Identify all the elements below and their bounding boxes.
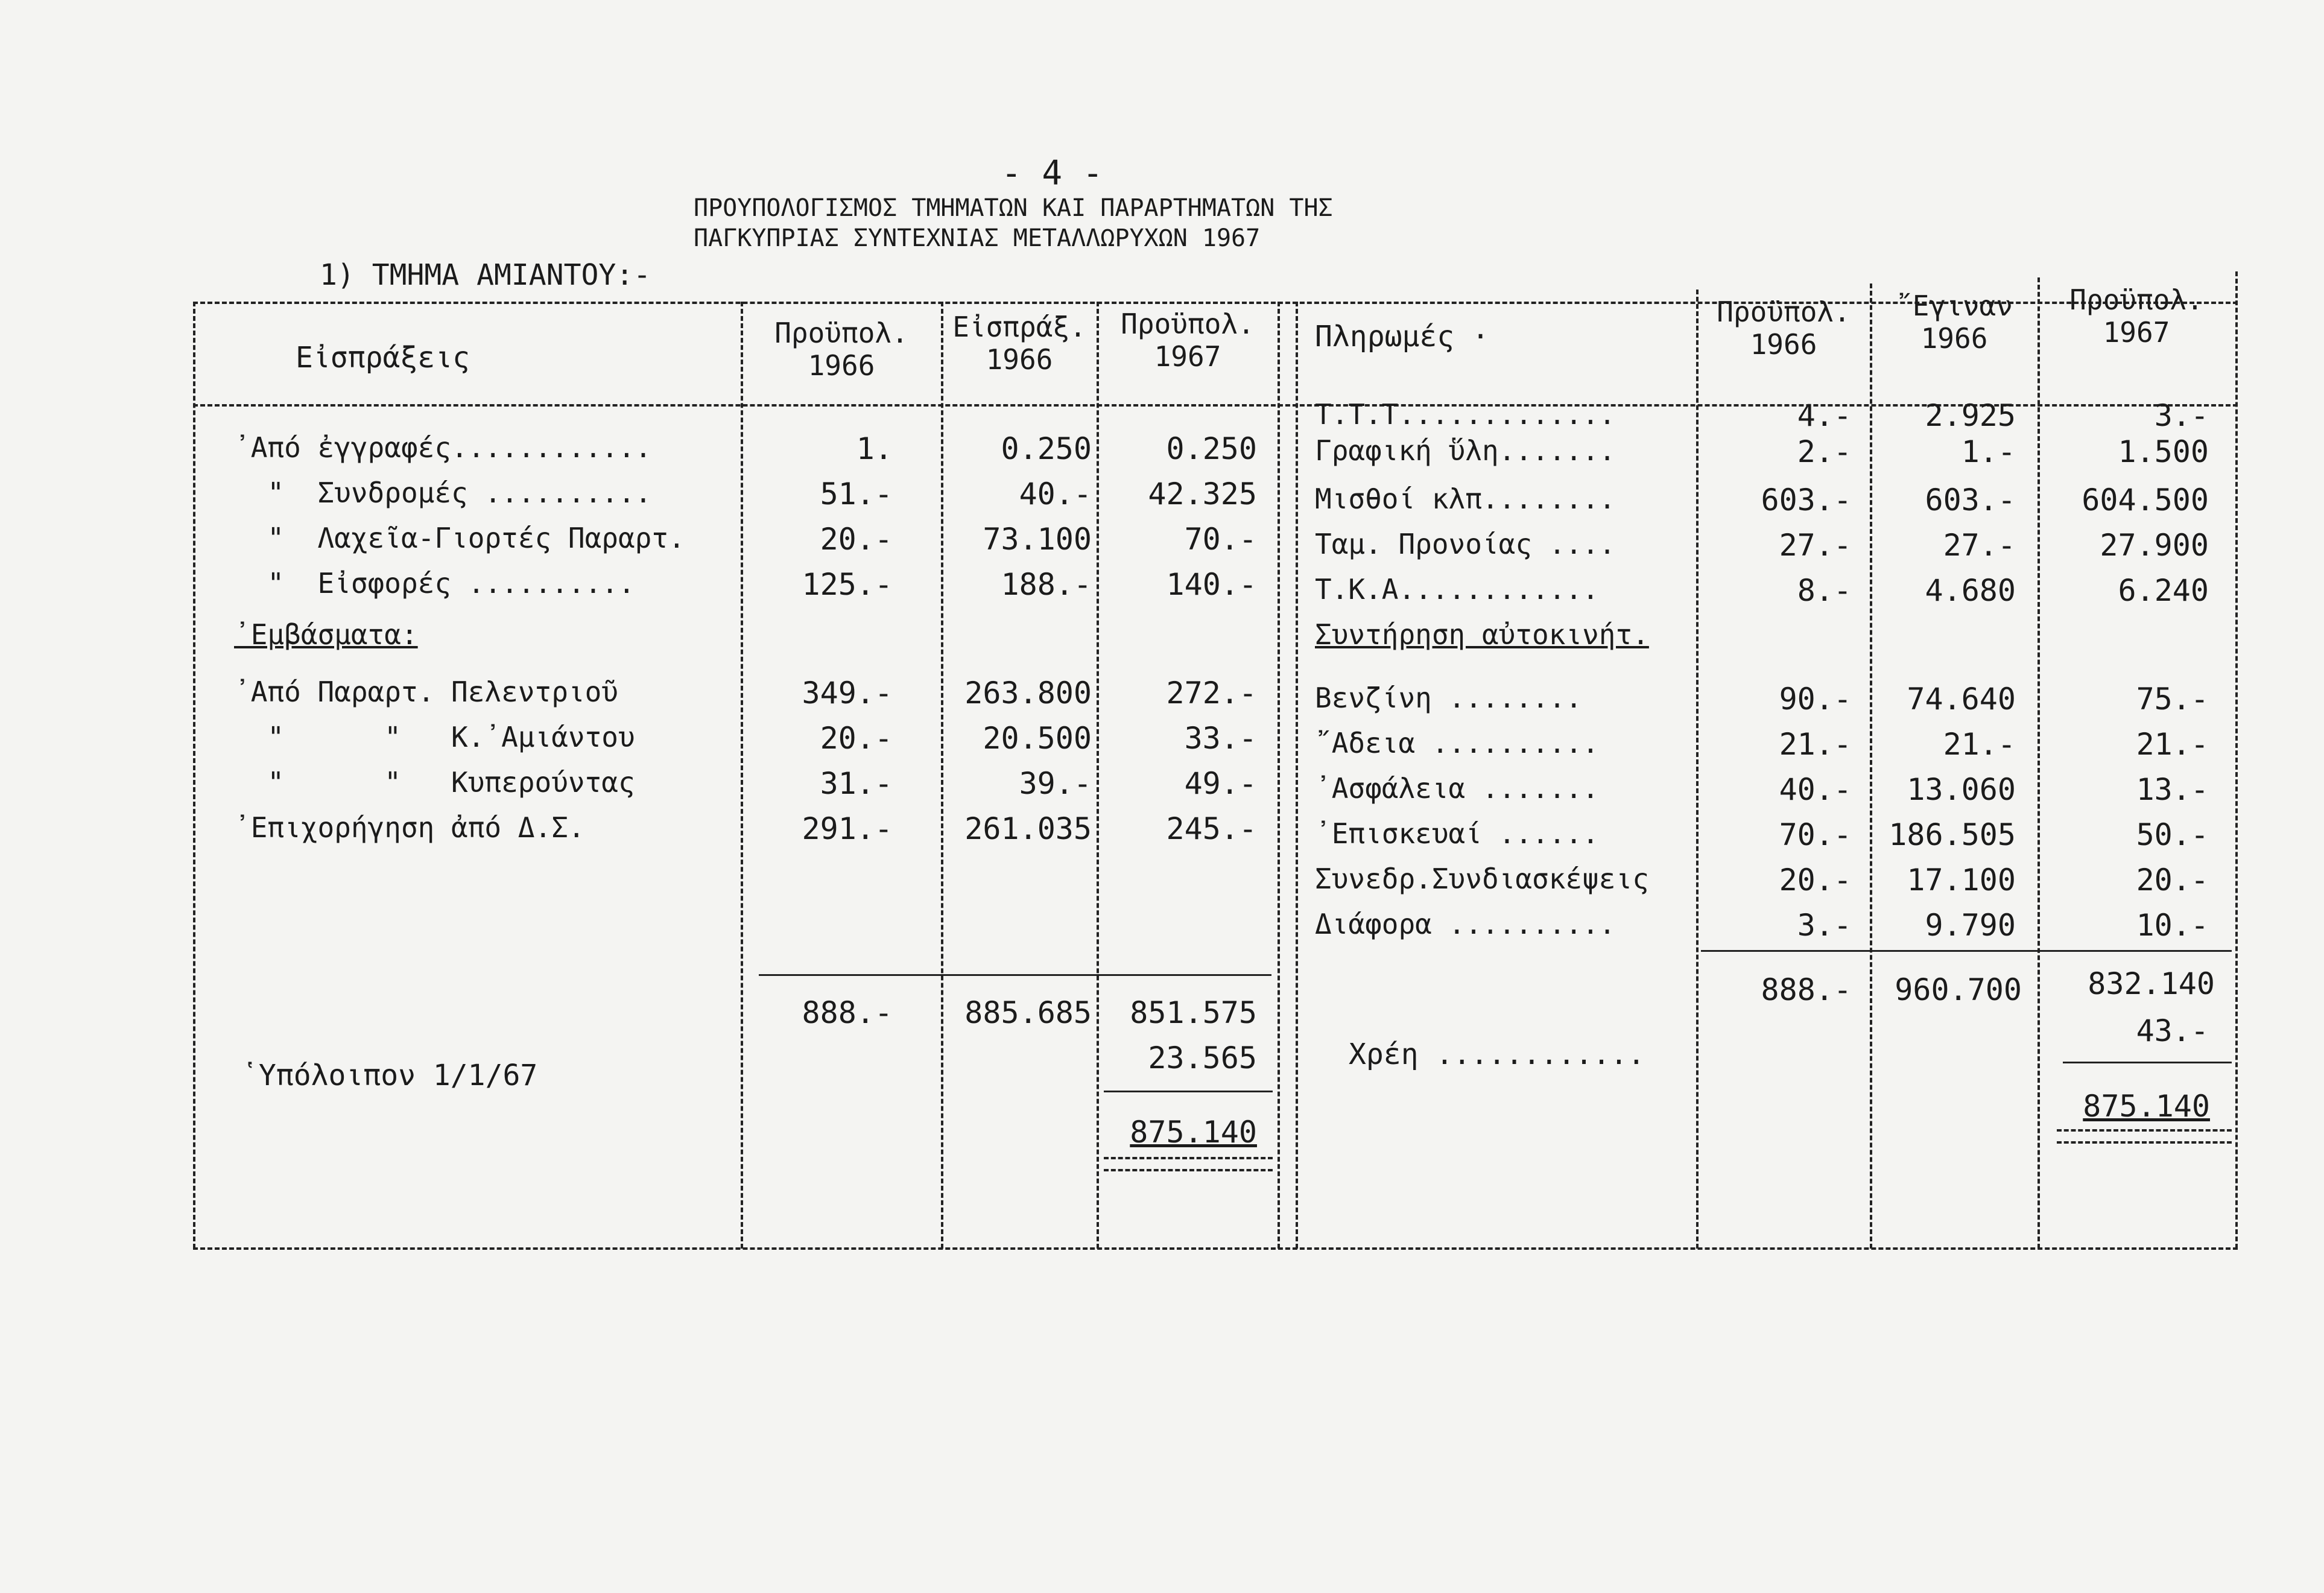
payments-total-col3: 832.140 (2088, 966, 2215, 1001)
receipts-row-label: ᾽Από Παραρτ. Πελεντριοῦ (234, 676, 618, 708)
payments-row-col2: 21.- (1943, 727, 2016, 762)
payments-debts-label: Χρέη ............ (1349, 1037, 1645, 1071)
payments-col1-divider (1696, 290, 1699, 1249)
page-number: - 4 - (1001, 154, 1103, 193)
receipts-header-col2: Εἰσπράξ. 1966 (952, 311, 1086, 376)
receipts-balance-value: 23.565 (1148, 1040, 1257, 1075)
payments-debts-rule (2063, 1062, 2232, 1063)
receipts-row-col1: 1. (856, 431, 893, 466)
payments-row-col1: 2.- (1797, 434, 1852, 469)
payments-row-col1: 603.- (1761, 483, 1852, 518)
receipts-row-col2: 263.800 (964, 676, 1092, 711)
payments-row-col1: 4.- (1797, 398, 1852, 433)
document-title-line1: ΠΡΟΥΠΟΛΟΓΙΣΜΟΣ ΤΜΗΜΑΤΩΝ ΚΑΙ ΠΑΡΑΡΤΗΜΑΤΩΝ ΤΗΣ (694, 194, 1333, 222)
receipts-row-label: " Λαχεῖα-Γιορτές Παραρτ. (234, 522, 685, 554)
receipts-row-col3: 70.- (1184, 522, 1257, 557)
receipts-row-col3: 42.325 (1148, 477, 1257, 511)
payments-row-col1: 21.- (1779, 727, 1852, 762)
payments-grand-total-rule-1 (2057, 1129, 2232, 1132)
payments-row-label: ᾽Επισκευαί ...... (1315, 817, 1599, 850)
receipts-row-col2: 40.- (1019, 477, 1092, 511)
payments-total-col1: 888.- (1761, 972, 1852, 1007)
payments-row-label: Βενζίνη ........ (1315, 682, 1583, 714)
receipts-row-col3: 245.- (1166, 811, 1257, 846)
receipts-grand-total-rule-2 (1104, 1169, 1273, 1171)
payments-row-col3: 20.- (2136, 863, 2209, 898)
receipts-total-col2: 885.685 (964, 995, 1092, 1030)
receipts-row-col2: 73.100 (983, 522, 1092, 557)
payments-row-col3: 3.- (2154, 398, 2209, 433)
receipts-row-col3: 272.- (1166, 676, 1257, 711)
payments-row-label: ῎Αδεια .......... (1315, 727, 1599, 759)
table-left-border (193, 302, 195, 1249)
receipts-grand-total: 875.140 (1130, 1115, 1257, 1150)
receipts-row-col1: 125.- (802, 567, 893, 602)
payments-header-col2: ῎Εγιναν 1966 (1896, 290, 2013, 355)
payments-row-label: ᾽Ασφάλεια ....... (1315, 772, 1599, 805)
receipts-row-label: ᾽Από ἐγγραφές............ (234, 431, 652, 464)
receipts-total-col1: 888.- (802, 995, 893, 1030)
receipts-row-col1: 291.- (802, 811, 893, 846)
payments-row-col2: 603.- (1925, 483, 2016, 518)
payments-row-col3: 21.- (2136, 727, 2209, 762)
payments-row-col1: 8.- (1797, 573, 1852, 608)
payments-row-col2: 1.- (1961, 434, 2016, 469)
payments-grand-total-rule-2 (2057, 1141, 2232, 1144)
payments-row-col2: 74.640 (1907, 682, 2016, 717)
receipts-row-col1: 51.- (820, 477, 893, 511)
receipts-row-col2: 0.250 (1001, 431, 1092, 466)
payments-row-label: Τ.Τ.Τ............. (1315, 398, 1616, 431)
receipts-row-col2: 20.500 (983, 721, 1092, 756)
payments-total-col2: 960.700 (1895, 972, 2022, 1007)
payments-row-col3: 604.500 (2082, 483, 2209, 518)
payments-row-col3: 50.- (2136, 817, 2209, 852)
payments-row-col3: 75.- (2136, 682, 2209, 717)
payments-row-col1: 27.- (1779, 528, 1852, 563)
receipts-row-col3: 140.- (1166, 567, 1257, 602)
payments-row-col2: 13.060 (1907, 772, 2016, 807)
document-title-line2: ΠΑΓΚΥΠΡΙΑΣ ΣΥΝΤΕΧΝΙΑΣ ΜΕΤΑΛΛΩΡΥΧΩΝ 1967 (694, 224, 1261, 252)
payments-row-label: Τ.Κ.Α............ (1315, 573, 1599, 606)
payments-grand-total: 875.140 (2083, 1089, 2210, 1124)
receipts-header-col3: Προϋπολ. 1967 (1121, 308, 1255, 373)
table-bottom-border (193, 1247, 2238, 1250)
payments-row-label: Συνεδρ.Συνδιασκέψεις (1315, 863, 1649, 895)
payments-row-col1: 3.- (1797, 908, 1852, 943)
receipts-row-col3: 0.250 (1166, 431, 1257, 466)
payments-totals-rule (1701, 950, 2232, 952)
payments-row-col2: 2.925 (1925, 398, 2016, 433)
payments-row-col3: 10.- (2136, 908, 2209, 943)
receipts-row-col1: 20.- (820, 721, 893, 756)
payments-row-col1: 40.- (1779, 772, 1852, 807)
payments-row-col3: 6.240 (2118, 573, 2209, 608)
payments-row-label: Μισθοί κλπ........ (1315, 483, 1616, 515)
payments-row-col2: 17.100 (1907, 863, 2016, 898)
payments-row-col3: 27.900 (2100, 528, 2209, 563)
receipts-grand-total-rule-1 (1104, 1157, 1273, 1159)
section-heading: 1) ΤΜΗΜΑ ΑΜΙΑΝΤΟΥ:- (320, 258, 651, 292)
receipts-balance-rule (1104, 1091, 1273, 1092)
payments-row-col2: 186.505 (1889, 817, 2016, 852)
payments-row-label: Ταμ. Προνοίας .... (1315, 528, 1616, 560)
payments-left-border (1296, 302, 1298, 1249)
payments-row-col1: 70.- (1779, 817, 1852, 852)
receipts-row-label: " Συνδρομές .......... (234, 477, 652, 509)
receipts-right-border (1278, 302, 1280, 1249)
receipts-row-col3: 49.- (1184, 766, 1257, 801)
receipts-header-col1: Προϋπολ. 1966 (774, 317, 908, 382)
receipts-row-col2: 261.035 (964, 811, 1092, 846)
receipts-row-label: ᾽Επιχορήγηση ἀπό Δ.Σ. (234, 811, 585, 844)
payments-header-label: Πληρωμές · (1315, 320, 1489, 353)
payments-row-col3: 1.500 (2118, 434, 2209, 469)
payments-row-col3: 13.- (2136, 772, 2209, 807)
payments-row-col1: 20.- (1779, 863, 1852, 898)
receipts-totals-rule (759, 974, 1271, 976)
receipts-total-col3: 851.575 (1130, 995, 1257, 1030)
payments-row-col2: 27.- (1943, 528, 2016, 563)
payments-row-label: Συντήρηση αὐτοκινήτ. (1315, 618, 1649, 651)
receipts-row-col1: 20.- (820, 522, 893, 557)
payments-row-col2: 9.790 (1925, 908, 2016, 943)
payments-debts-value: 43.- (2136, 1013, 2209, 1048)
receipts-row-col1: 349.- (802, 676, 893, 711)
receipts-row-col3: 33.- (1184, 721, 1257, 756)
receipts-row-col2: 39.- (1019, 766, 1092, 801)
payments-row-label: Γραφική ὕλη....... (1315, 434, 1616, 467)
receipts-row-label: ᾽Εμβάσματα: (234, 618, 418, 651)
receipts-row-col1: 31.- (820, 766, 893, 801)
receipts-row-label: " " Κυπερούντας (234, 766, 635, 799)
receipts-col1-divider (741, 302, 743, 1249)
receipts-balance-label: ῾Υπόλοιπον 1/1/67 (241, 1059, 538, 1092)
payments-row-label: Διάφορα .......... (1315, 908, 1616, 940)
payments-row-col2: 4.680 (1925, 573, 2016, 608)
table-right-border (2235, 271, 2238, 1249)
receipts-row-col2: 188.- (1001, 567, 1092, 602)
payments-row-col1: 90.- (1779, 682, 1852, 717)
receipts-header-label: Εἰσπράξεις (296, 341, 470, 375)
payments-header-col3: Προϋπολ. 1967 (2069, 283, 2203, 349)
payments-header-col1: Προϋπολ. 1966 (1717, 296, 1851, 361)
receipts-row-label: " " Κ.᾽Αμιάντου (234, 721, 635, 753)
receipts-row-label: " Εἰσφορές .......... (234, 567, 635, 600)
